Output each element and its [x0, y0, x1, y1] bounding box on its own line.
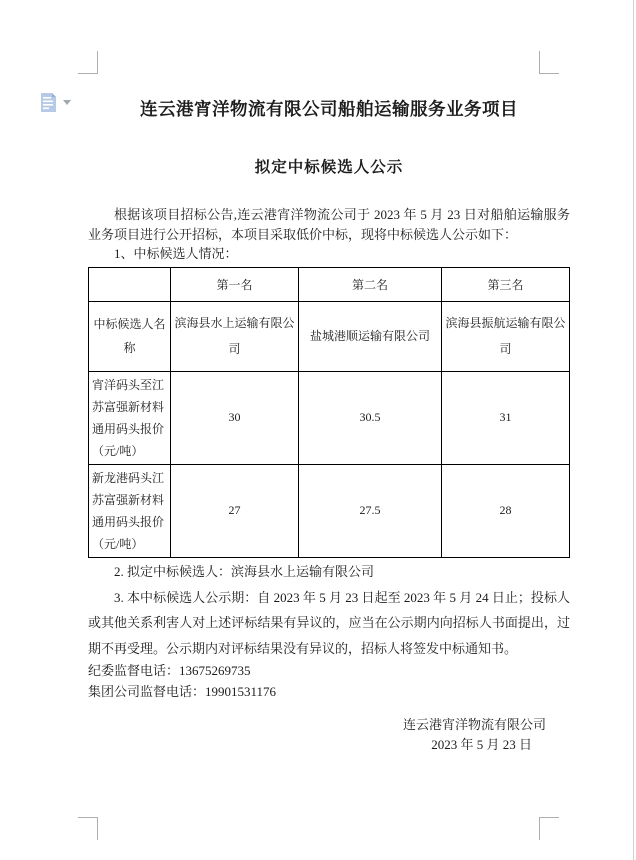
candidate-name-cell: 滨海县水上运输有限公司 [171, 301, 299, 371]
list-item-3: 3. 本中标候选人公示期：自 2023 年 5 月 23 日起至 2023 年 5 月 24 日止；投标人或其他关系利害人对上述评标结果有异议的，应当在公示期内向招标人书面提出，过期不再受理。公示期内对评标结果没有异议的，招标人将签发中标通知书。 [88, 589, 570, 656]
table-row-price-xinlonggang [89, 464, 570, 557]
document-title: 连云港宵洋物流有限公司船舶运输服务业务项目 [140, 99, 518, 119]
document-note-icon[interactable] [40, 92, 57, 118]
document-content [88, 92, 570, 755]
signature-date: 2023 年 5 月 23 日 [431, 737, 532, 752]
signature-block [88, 715, 570, 755]
table-header-second: 第二名 [299, 267, 442, 301]
table-header-first: 第一名 [171, 267, 299, 301]
list-item-2: 2. 拟定中标候选人：滨海县水上运输有限公司 [114, 563, 375, 579]
dropdown-arrow-icon[interactable] [63, 100, 71, 105]
table-header-row [89, 267, 570, 301]
supervision-phones [88, 661, 570, 702]
page-corner-mark-bottom-left [78, 817, 98, 840]
page-corner-mark-top-left [78, 51, 98, 74]
page-corner-mark-bottom-right [539, 817, 559, 840]
price-cell: 28 [442, 464, 570, 557]
discipline-phone: 纪委监督电话：13675269735 [88, 663, 251, 678]
row-label: 中标候选人名称 [89, 301, 171, 371]
row-label: 新龙港码头江苏富强新材料通用码头报价（元/吨） [89, 464, 171, 557]
table-row-price-xiaoyang [89, 371, 570, 464]
candidate-name-cell: 滨海县振航运输有限公司 [442, 301, 570, 371]
list-item-1: 1、中标候选人情况： [114, 246, 238, 261]
bid-candidates-table [88, 267, 570, 558]
group-phone: 集团公司监督电话：19901531176 [88, 683, 277, 699]
price-cell: 30 [171, 371, 299, 464]
candidate-name-cell: 盐城港顺运输有限公司 [299, 301, 442, 371]
margin-paste-options-widget[interactable] [40, 92, 72, 114]
price-cell: 31 [442, 371, 570, 464]
page-corner-mark-top-right [539, 51, 559, 74]
document-subtitle: 拟定中标候选人公示 [254, 159, 404, 176]
signature-company: 连云港宵洋物流有限公司 [402, 717, 546, 732]
page-right-edge [633, 0, 634, 860]
row-label: 宵洋码头至江苏富强新材料通用码头报价（元/吨） [89, 371, 171, 464]
intro-paragraph: 根据该项目招标公告,连云港宵洋物流公司于 2023 年 5 月 23 日对船舶运输服务业务项目进行公开招标，本项目采取低价中标，现将中标候选人公示如下： [88, 207, 570, 242]
price-cell: 30.5 [299, 371, 442, 464]
table-row-candidate-names [89, 301, 570, 371]
table-header-blank [89, 267, 171, 301]
table-header-third: 第三名 [442, 267, 570, 301]
price-cell: 27 [171, 464, 299, 557]
price-cell: 27.5 [299, 464, 442, 557]
